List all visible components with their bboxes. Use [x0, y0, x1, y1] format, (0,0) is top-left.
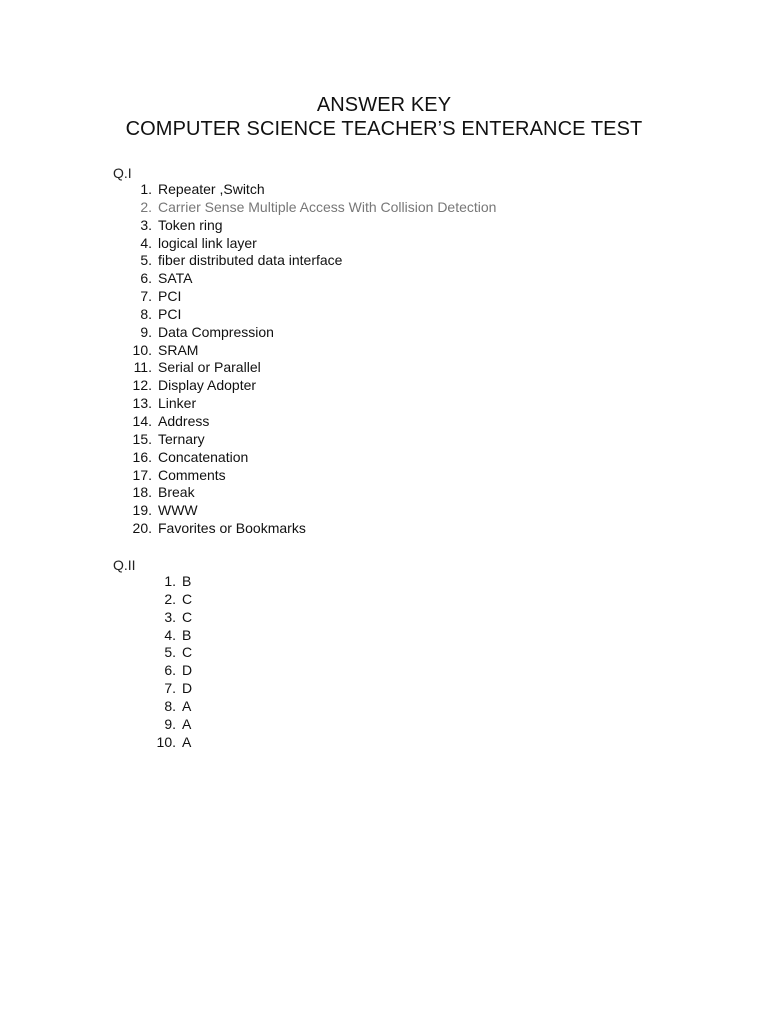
- list-item: [130, 520, 306, 538]
- item-answer: Display Adopter: [158, 377, 257, 394]
- list-item: [130, 181, 265, 199]
- item-answer: D: [182, 680, 193, 697]
- list-item: [154, 608, 193, 627]
- list-item: [130, 216, 223, 235]
- item-number: 9.: [164, 715, 176, 732]
- list-item: [154, 697, 192, 716]
- item-number: 19.: [132, 502, 152, 519]
- item-number: 1.: [140, 181, 152, 197]
- item-answer: Carrier Sense Multiple Access With Collision Detection: [158, 198, 497, 215]
- item-number: 2.: [164, 590, 176, 607]
- item-answer: Linker: [158, 395, 197, 412]
- item-answer: SRAM: [158, 341, 199, 358]
- item-number: 10.: [156, 733, 176, 750]
- list-item: [154, 626, 192, 645]
- item-answer: B: [182, 626, 192, 643]
- list-item: [154, 733, 192, 752]
- list-item: [130, 466, 226, 485]
- item-number: 5.: [164, 644, 176, 661]
- item-answer: Break: [158, 484, 195, 501]
- item-answer: Favorites or Bookmarks: [158, 520, 306, 537]
- section-label-q1: Q.I: [113, 165, 132, 181]
- item-answer: logical link layer: [158, 234, 257, 251]
- item-number: 2.: [140, 198, 152, 215]
- item-number: 20.: [132, 520, 152, 537]
- item-number: 3.: [140, 216, 152, 233]
- list-item: [154, 590, 193, 609]
- list-item: [154, 680, 193, 698]
- item-answer: WWW: [158, 502, 198, 519]
- item-number: 7.: [140, 288, 152, 305]
- document-subtitle: COMPUTER SCIENCE TEACHER’S ENTERANCE TEST: [125, 118, 643, 140]
- list-item: [130, 234, 257, 253]
- list-item: [130, 430, 205, 449]
- list-item: [130, 484, 195, 502]
- list-item: [130, 252, 343, 270]
- item-answer: C: [182, 644, 193, 661]
- item-number: 4.: [164, 626, 176, 643]
- list-item: [130, 359, 261, 377]
- section-label-q2: Q.II: [113, 557, 136, 573]
- item-number: 16.: [132, 448, 152, 465]
- item-answer: A: [182, 733, 192, 750]
- item-number: 7.: [164, 680, 176, 697]
- list-item: [130, 448, 249, 467]
- item-number: 10.: [132, 341, 152, 358]
- item-answer: PCI: [158, 305, 182, 322]
- list-item: [130, 270, 193, 288]
- list-item: [130, 377, 257, 395]
- item-number: 5.: [140, 252, 152, 269]
- list-item: [130, 341, 199, 360]
- item-answer: Ternary: [158, 430, 205, 447]
- document-title: ANSWER KEY: [316, 94, 452, 116]
- item-answer: PCI: [158, 288, 182, 305]
- item-number: 6.: [140, 270, 152, 287]
- item-number: 9.: [140, 323, 152, 340]
- item-number: 8.: [164, 697, 176, 714]
- item-answer: fiber distributed data interface: [158, 252, 343, 269]
- item-number: 18.: [132, 484, 152, 501]
- list-item: [130, 305, 182, 324]
- item-answer: A: [182, 715, 192, 732]
- item-number: 12.: [132, 377, 152, 394]
- item-number: 1.: [164, 573, 176, 589]
- item-answer: Concatenation: [158, 448, 249, 465]
- item-number: 17.: [132, 466, 152, 483]
- list-item: [154, 715, 192, 734]
- item-number: 14.: [132, 412, 152, 429]
- item-answer: A: [182, 697, 192, 714]
- item-answer: Comments: [158, 466, 226, 483]
- item-number: 3.: [164, 608, 176, 625]
- item-answer: C: [182, 590, 193, 607]
- item-number: 8.: [140, 305, 152, 322]
- list-item: [130, 323, 274, 342]
- list-item: [130, 412, 210, 431]
- item-number: 13.: [132, 395, 152, 412]
- item-answer: Token ring: [158, 216, 223, 233]
- list-item: [154, 573, 192, 591]
- item-answer: Repeater ,Switch: [158, 181, 265, 197]
- item-answer: C: [182, 608, 193, 625]
- item-number: 15.: [132, 430, 152, 447]
- item-answer: Address: [158, 412, 210, 429]
- item-answer: Data Compression: [158, 323, 274, 340]
- item-number: 6.: [164, 662, 176, 679]
- item-number: 11.: [133, 359, 152, 376]
- answer-list-q1: [130, 181, 497, 538]
- list-item: [154, 662, 193, 680]
- answer-list-q2: [154, 573, 193, 751]
- item-answer: D: [182, 662, 193, 679]
- list-item: [130, 395, 197, 413]
- item-answer: Serial or Parallel: [158, 359, 261, 376]
- list-item: [154, 644, 193, 662]
- list-item: [130, 288, 182, 306]
- item-answer: SATA: [158, 270, 193, 287]
- item-number: 4.: [140, 234, 152, 251]
- list-item: [130, 502, 198, 520]
- item-answer: B: [182, 573, 192, 589]
- list-item: [130, 198, 497, 217]
